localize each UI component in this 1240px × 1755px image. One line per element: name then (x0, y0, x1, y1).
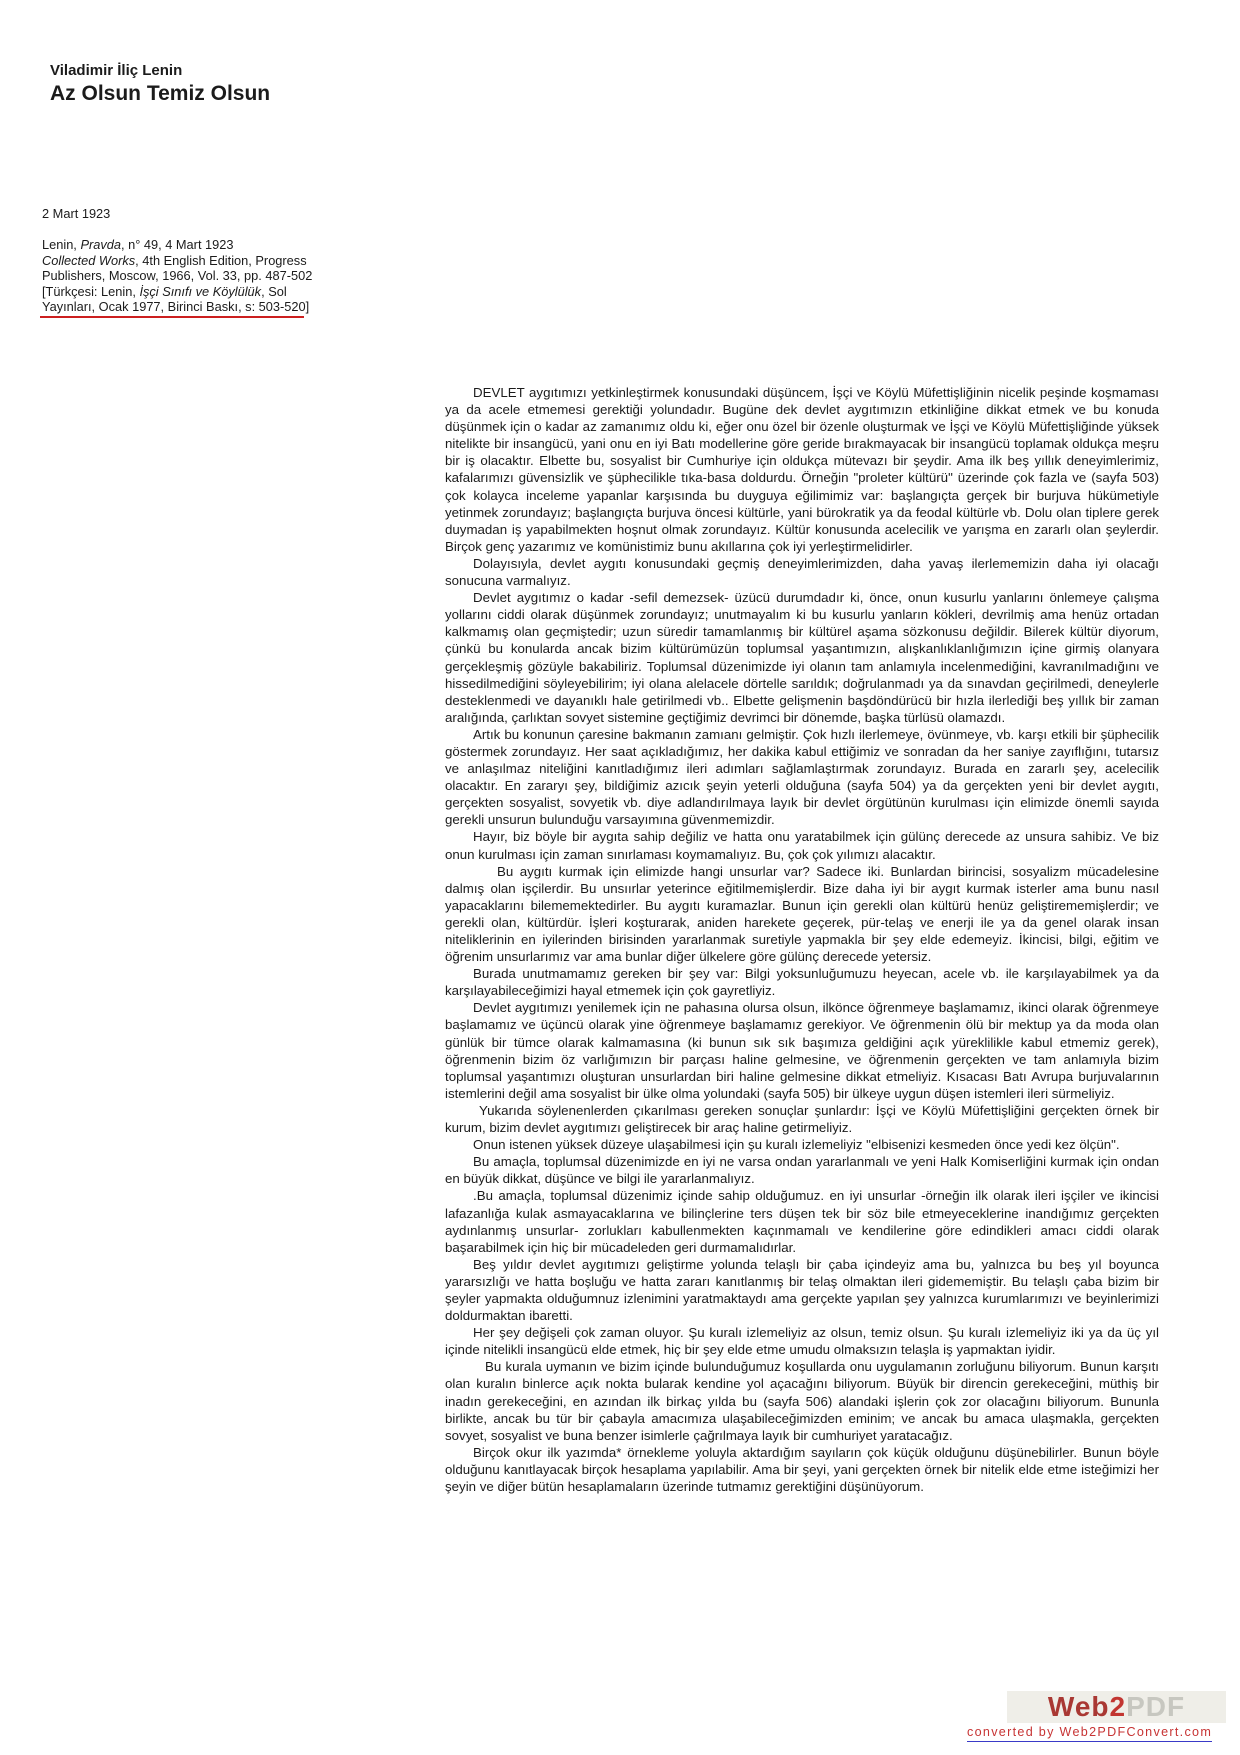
body-paragraph: Devlet aygıtımız o kadar -sefil demezsek- üzücü durumdadır ki, önce, onun kusurlu yanlarını önlemeye çalışma yollarını ciddi olarak düşünmek zorundayız; unutmayalım ki bu kusurlu yanların kökleri, devrilmiş ama henüz ortadan kalkmamış olan geçmiştedir; uzun süredir tamamlanmış bir kültürel aşama sözkonusu değildir. Bilerek kültür diyorum, çünkü bu konularda ancak bizim kültürümüzün toplumsal yaşantımızın, alışkanlıklanlığımızın içine girmiş olanyara gerçekleşmiş gözüyle bakabiliriz. Toplumsal düzenimizde iyi olanın tam anlamıyla incelenmediğini, kavranılmadığını ve hissedilmediğini söyleyebilirim; iyi olana alelacele dörtelle sarıldık; doğrulanmadı ya da sınavdan geçirilmedi, deneylerle desteklenmedi ve dayanıklı hale getirilmedi vb.. Elbette gelişmenin başdöndürücü bir hızla ilerlediği beş yıllık bir zaman aralığında, çarlıktan sovyet sistemine geçtiğimiz devrimci bir dönemde, başka türlüsü olamazdı. (445, 590, 1159, 725)
body-paragraph: Devlet aygıtımızı yenilemek için ne pahasına olursa olsun, ilkönce öğrenmeye başlamamız, ikinci olarak öğrenmeye başlamamız ve üçüncü olarak yine öğrenmeye başlamamız gerekiyor. Ve öğrenmenin ölü bir mektup ya da moda olan günlük bir tümce olarak kalmamasına (ki bunun sık sık başımıza geldiğini açık yüreklilikle kabul etmemiz gerek), öğrenmenin bizim öz varlığımızın bir parçası haline gelmesine, ve öğrenmenin gerçekten ve tam anlamıyla bizim toplumsal yaşantımızı oluşturan unsurlardan biri haline gelmesine dikkat etmeliyiz. Kısacası Batı Avrupa burjuvalarının istemlerini değil ama sosyalist bir ülke olma yolundaki (sayfa 505) bir ülkeye uygun düşen istemleri ileri sürmeliyiz. (445, 1000, 1159, 1101)
document-header (50, 62, 270, 106)
citation-line: Yayınları, Ocak 1977, Birinci Baskı, s: 503-520] (42, 299, 310, 315)
web2pdf-logo-web-text: Web (1047, 1691, 1110, 1722)
web2pdf-logo-2-text: 2 (1109, 1691, 1127, 1722)
body-paragraph: Her şey değişeli çok zaman oluyor. Şu kuralı izlemeliyiz az olsun, temiz olsun. Şu kuralı izlemeliyiz iki ya da üç yıl içinde nitelikli insangücü elde etmek, hiç bir şey elde etme umudu olmaksızın telaşla iş yapmaktan iyidir. (445, 1325, 1159, 1358)
body-paragraph: Burada unutmamamız gereken bir şey var: Bilgi yoksunluğumuzu heyecan, acele vb. ile karşılayabilmek ya da karşılayabileceğimizi hayal etmemek için çok gayretliyiz. (445, 966, 1159, 999)
web2pdf-converted-link[interactable]: converted by Web2PDFConvert.com (967, 1725, 1212, 1742)
citation-line: Publishers, Moscow, 1966, Vol. 33, pp. 487-502 (42, 268, 313, 284)
body-paragraph: DEVLET aygıtımızı yetkinleştirmek konusundaki düşüncem, İşçi ve Köylü Müfettişliğinin nicelik peşinde koşmaması ya da acele etmemesi gerektiği yolundadır. Bugüne dek devlet aygıtımızın etkinliğine dikkat etmek ve bu konuda düşünmek için o kadar az zamanımız oldu ki, eğer onu özel bir özenle oluşturmak ve İşçi ve Köylü Müfettişliğinde yüksek nitelikte bir insangücü, yani onu en iyi Batı modellerine göre geride bırakmayacak bir insangücü toplamak oldukça meşru bir iş olacaktır. Elbette bu, sosyalist bir Cumhuriye için oldukça mütevazı bir şeydir. Ama ilk beş yıllık deneyimlerimiz, kafalarımızı güvensizlik ve şüphecilikle tıka-basa doldurdu. Örneğin "proleter kültürü" üzerinde çok fazla ve (sayfa 503) çok kolayca inceleme yapanlar karşısında bu duyguya eğilimimiz var: başlangıçta gerçek bir burjuva hükümetiyle yetinmek zorundayız; başlangıçta burjuva öncesi kültürle, yani bürokratik ya da feodal kültürle vb. Dolu olan tiplere gerek duymadan iş yapabilmekten hoşnut olmak zorundayız. Kültür konusunda acelecilik ve yarışma en zararlı olan şeylerdir. Birçok genç yazarımız ve komünistimiz bunu akıllarına çok iyi yerleştirmelidirler. (445, 385, 1159, 554)
citation-line: Collected Works, 4th English Edition, Progress (42, 252, 307, 268)
web2pdf-logo[interactable] (1007, 1691, 1226, 1723)
article-date: 2 Mart 1923 (42, 206, 111, 221)
body-paragraph: Artık bu konunun çaresine bakmanın zamıanı gelmiştir. Çok hızlı ilerlemeye, övünmeye, vb. karşı etkili bir şüphecilik göstermek zorundayız. Her saat açıkladığımız, her dakika kabul ettiğimiz ve sonradan da her saniye zayıflığını, tutarsız ve anlaşılmaz niteliğini kanıtladığımız ileri adımları sağlamlaştırmak zorundayız. Burada en zararlı şey, acelecilik olacaktır. En zararyı şey, bildiğimiz azıcık şeyin yeterli olduğuna (sayfa 504) ya da gerçekten yeni bir devlet aygıtı, gerçekten sosyalist, sovyetik vb. diye adlandırılmaya layık bir devlet örgütünün kurulması için elimizde önemli sayıda gerekli unsurun bulunduğu varsayımına güvenmemizdir. (445, 726, 1159, 828)
body-paragraph: Onun istenen yüksek düzeye ulaşabilmesi için şu kuralı izlemeliyiz "elbisenizi kesmeden önce yedi kez ölçün". (473, 1137, 1120, 1153)
body-paragraph: Beş yıldır devlet aygıtımızı geliştirme yolunda telaşlı bir çaba içindeyiz ama bu, yalnızca bu beş yıl boyunca yararsızlığı ve hatta boşluğu ve hatta zararı kanıtlanmış bir telaş olmaktan ileri gidememiştir. Bu telaşlı çaba bizim bir şeyler yapmakta olduğumnuz izlenimini yaratmaktaydı ama gerçekte yapılan şey yalnızca kurumlarımızı ve beyinlerimizi doldurmaktan ibaretti. (445, 1256, 1159, 1324)
body-paragraph: Yukarıda söylenenlerden çıkarılması gereken sonuçlar şunlardır: İşçi ve Köylü Müfettişliğini gerçekten örnek bir kurum, bizim devlet aygıtımızı geliştirecek bir araç haline getirmeliyiz. (445, 1102, 1159, 1136)
author-name: Viladimir İliç Lenin (50, 62, 183, 79)
citation-line: [Türkçesi: Lenin, İşçi Sınıfı ve Köylülük, Sol (42, 283, 287, 299)
citation-block (42, 237, 322, 315)
body-paragraph: Birçok okur ilk yazımda* örnekleme yoluyla aktardığım sayıların çok küçük olduğunu düşünebilirler. Bunun böyle olduğunu kanıtlayacak birçok hesaplama yapılabilir. Ama bir şeyi, yani gerçekten örnek bir nitelik elde etme isteğimizi her şeyin ve diğer bütün hesaplamaların üzerinde tutmamız gerektiğini düşünüyorum. (445, 1444, 1159, 1494)
article-body (445, 384, 1159, 1495)
page-title: Az Olsun Temiz Olsun (50, 82, 271, 105)
body-paragraph: Dolayısıyla, devlet aygıtı konusundaki geçmiş deneyimlerimizden, daha yavaş ilerlememizin daha iyi olacağı sonucuna varmalıyız. (445, 555, 1159, 589)
body-paragraph: Bu aygıtı kurmak için elimizde hangi unsurlar var? Sadece iki. Bunlardan birincisi, sosyalizm mücadelesine dalmış olan işçilerdir. Bu unsıırlar yeterince eğitilmemişlerdir. Bize daha iyi bir aygıt kurmak isterler ama bunu nasıl yapacaklarını bilememektedirler. Bu aygıtı kuramazlar. Bunun için gerekli olan kültürü henüz geliştirememişlerdir; ve gerekli olan, kültürdür. İşleri koşturarak, aniden harekete geçerek, pür-telaş ve enerji ile ya da genel olarak insan niteliklerinin en iyilerinden birisinden yararlanmak suretiyle yapmakla bir şey elde edemeyiz. İkincisi, bilgi, eğitim ve öğrenim unsurlarımız var ama bunlar diğer ülkelere göre gülünç derecede yetersiz. (445, 863, 1159, 965)
body-paragraph: .Bu amaçla, toplumsal düzenimiz içinde sahip olduğumuz. en iyi unsurlar -örneğin ilk olarak ileri işçiler ve ikincisi lafazanlığa kulak asmayacaklarına ve bilinçlerine ters düşen tek bir söz bile etmeyeceklerine inandığımız gerçekten aydınlanmış unsurlar- zorlukları kabullenmekten kaçınmamalı ve kendilerine göre edindikleri amacı ciddi olarak başarabilmek için hiç bir mücadeleden geri durmamalıdırlar. (445, 1188, 1159, 1255)
body-paragraph: Hayır, biz böyle bir aygıta sahip değiliz ve hatta onu yaratabilmek için gülünç derecede az unsura sahibiz. Ve biz onun kurulması için zaman sınırlaması koymamalıyız. Bu, çok çok yılımızı alacaktır. (445, 829, 1159, 862)
body-paragraph: Bu kurala uymanın ve bizim içinde bulunduğumuz koşullarda onu uygulamanın zorluğunu biliyorum. Bunun karşıtı olan kuralın binlerce açık nokta bularak kendine yol açacağını biliyorum. Büyük bir direncin gerekeceğini, müthiş bir inadın gerekeceğini, en azından ilk birkaç yılda bu (sayfa 506) alandaki işlerin çok zor olacağını biliyorum. Bununla birlikte, ancak bu tür bir çabayla amacımıza ulaşabileceğimizden eminim; ve ancak bu amaca ulaşmakla, gerçekten sovyet, sosyalist ve buna benzer isimlerle çağrılmaya layık bir cumhuriyet yaratacağız. (445, 1359, 1159, 1443)
web2pdf-logo-pdf-text: PDF (1126, 1691, 1186, 1722)
citation-line: Lenin, Pravda, n° 49, 4 Mart 1923 (42, 237, 234, 252)
body-paragraph: Bu amaçla, toplumsal düzenimizde en iyi ne varsa ondan yararlanmalı ve yeni Halk Komiserliğini kurmak için ondan en büyük dikkat, düşünce ve bilgi ile yararlanmalıyız. (445, 1154, 1159, 1187)
citation-divider-rule (40, 316, 304, 318)
